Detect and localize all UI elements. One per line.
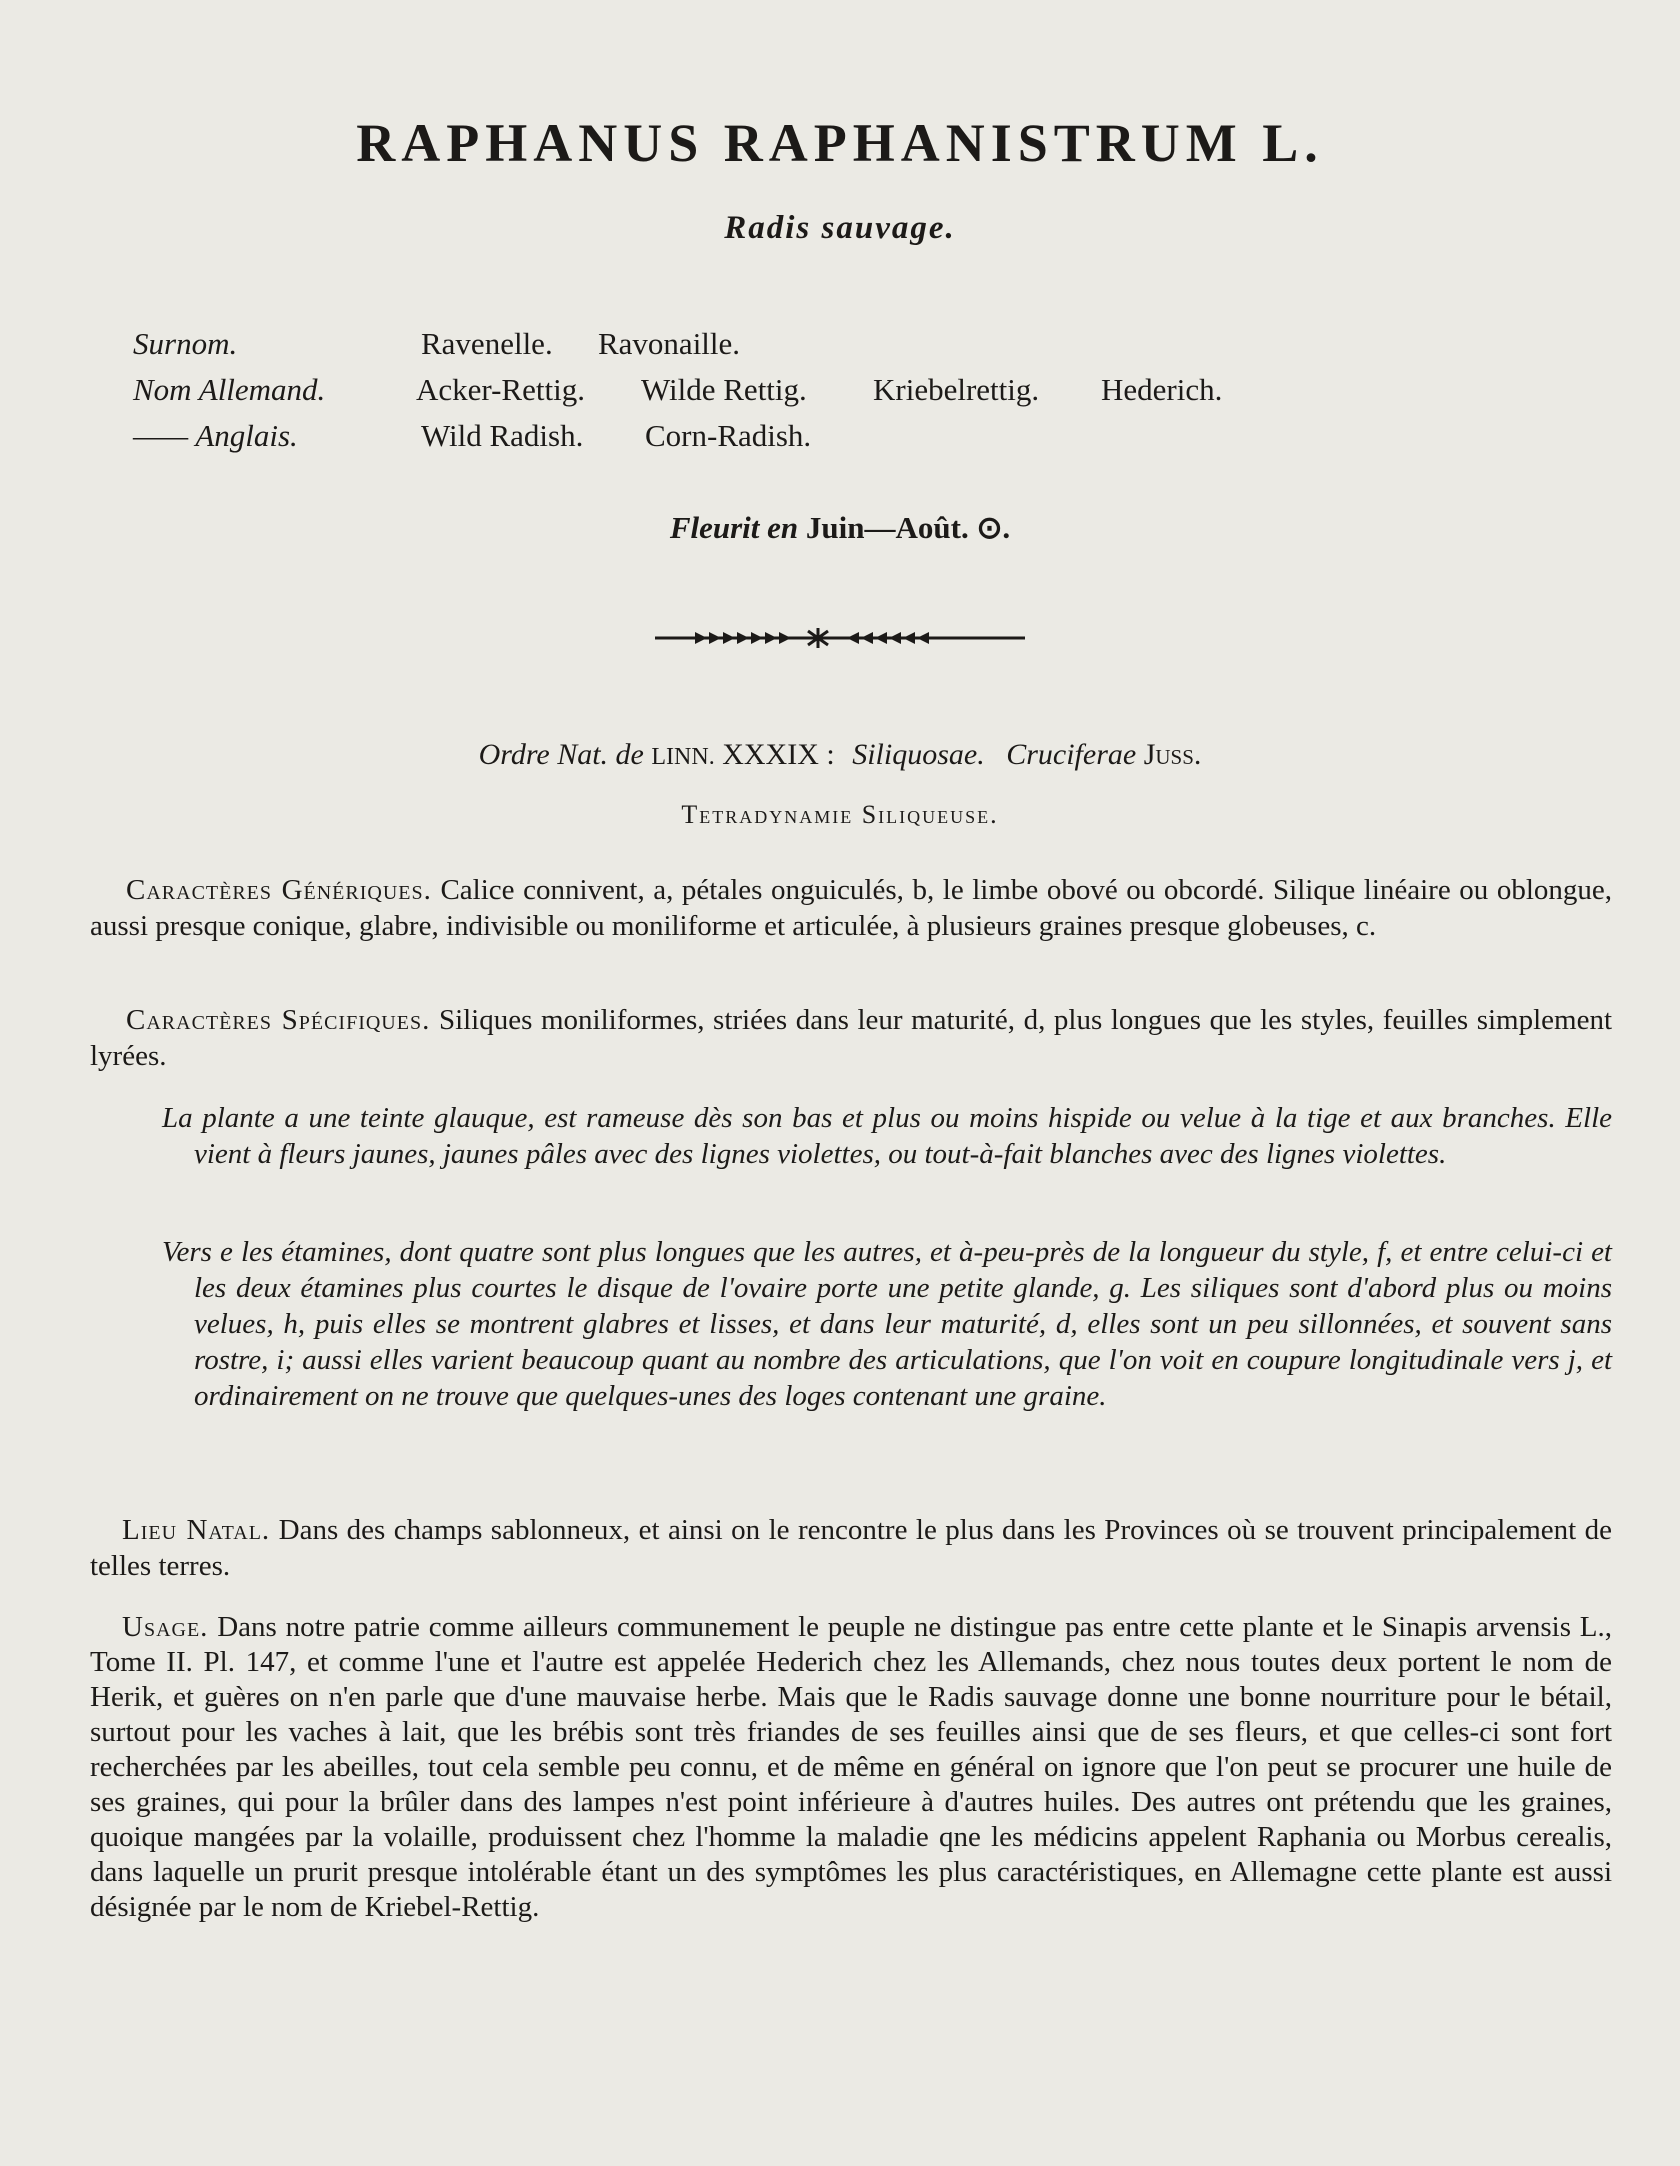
page-subtitle: Radis sauvage. [724, 210, 956, 246]
anglais-label: —— Anglais. [133, 418, 298, 453]
generic-characters [90, 872, 1612, 944]
natural-order [0, 738, 1680, 772]
ornament-divider-icon [655, 626, 1025, 650]
surnom-value: Ravenelle. [421, 326, 553, 361]
flowering-prefix: Fleurit en [669, 510, 799, 545]
lieu-text: Dans des champs sablonneux, et ainsi on le rencontre le plus dans les Provinces où se trouvent principalement de telles terres. [90, 1514, 1612, 1582]
description-2 [162, 1234, 1612, 1414]
order-cruciferae: Cruciferae [1006, 738, 1137, 771]
usage-label: Usage. [122, 1611, 209, 1643]
surnom-label: Surnom. [133, 326, 238, 361]
specific-text: Siliques moniliformes, striées dans leur maturité, d, plus longues que les styles, feuilles simplement lyrées. [90, 1004, 1613, 1072]
order-linn: LINN. [651, 744, 715, 770]
flowering-period: Juin—Août. [805, 510, 969, 545]
lieu-label: Lieu Natal. [122, 1514, 271, 1546]
allemand-value: Wilde Rettig. [641, 372, 807, 407]
usage-section [90, 1610, 1612, 1925]
specific-label: Caractères Spécifiques. [126, 1004, 431, 1036]
anglais-value: Corn-Radish. [645, 418, 812, 453]
allemand-value: Kriebelrettig. [873, 372, 1040, 407]
order-lead: Ordre Nat. de [478, 738, 644, 771]
surnom-value: Ravonaille. [598, 326, 741, 361]
allemand-label: Nom Allemand. [133, 372, 326, 407]
flowering-line [0, 510, 1680, 546]
description-text: Vers e les étamines, dont quatre sont plus longues que les autres, et à-peu-près de la longueur du style, f, et entre celui-ci et les deux étamines plus courtes le disque de l'ovaire porte une petite glande, g. Les siliques sont d'abord plus ou moins velues, h, puis elles se montrent glabres et lisses, et dans leur maturité, d, elles sont un peu sillonnées, et souvent sans rostre, i; aussi elles varient beaucoup quant au nombre des articulations, que l'on voit en coupure longitudinale vers j, et ordinairement on ne trouve que quelques-unes des loges contenant une graine. [162, 1236, 1612, 1412]
description-text: La plante a une teinte glauque, est rameuse dès son bas et plus ou moins hispide ou velue à la tige et aux branches. Elle vient à fleurs jaunes, jaunes pâles avec des lignes violettes, ou tout-à-fait blanches avec des lignes violettes. [162, 1102, 1612, 1170]
order-juss: Juss. [1143, 738, 1202, 771]
allemand-value: Hederich. [1101, 372, 1223, 407]
usage-text: Dans notre patrie comme ailleurs communement le peuple ne distingue pas entre cette plante et le Sinapis arvensis L., Tome II. Pl. 147, et comme l'une et l'autre est appelée Hederich chez les Allemands, chez nous toutes deux portent le nom de Herik, et guères on n'en parle que d'une mauvaise herbe. Mais que le Radis sauvage donne une bonne nourriture pour le bétail, surtout pour les vaches à lait, que les brébis sont très friandes de ses feuilles ainsi que de ses fleurs, et que celles-ci sont fort recherchées par les abeilles, tout cela semble peu connu, et de même en général on ignore que l'on peut se procurer une huile de ses graines, qui pour la brûler dans des lampes n'est point inférieure à d'autres huiles. Des autres ont prétendu que les graines, quoique mangées par la volaille, produissent chez l'homme la maladie qne les médicins appelent Raphania ou Morbus cerealis, dans laquelle un prurit presque intolérable étant un des symptômes les plus caractéristiques, en Allemagne cette plante est aussi désignée par le nom de Kriebel-Rettig. [90, 1611, 1613, 1923]
allemand-value: Acker-Rettig. [416, 372, 585, 407]
order-siliquosae: Siliquosae. [852, 738, 985, 771]
native-habitat [90, 1512, 1612, 1584]
order-number: XXXIX : [722, 738, 835, 771]
class-line: Tetradynamie Siliqueuse. [681, 800, 999, 829]
generic-text: Calice connivent, a, pétales onguiculés, b, le limbe obové ou obcordé. Silique linéaire ou oblongue, aussi presque conique, glabre, indivisible ou moniliforme et articulée, à plusieurs graines presque globeuses, c. [90, 874, 1613, 942]
annual-symbol: ⊙. [976, 510, 1011, 545]
page-title: RAPHANUS RAPHANISTRUM L. [356, 113, 1324, 173]
specific-characters [90, 1002, 1612, 1074]
description-1 [162, 1100, 1612, 1172]
anglais-value: Wild Radish. [421, 418, 584, 453]
generic-label: Caractères Génériques. [126, 874, 432, 906]
